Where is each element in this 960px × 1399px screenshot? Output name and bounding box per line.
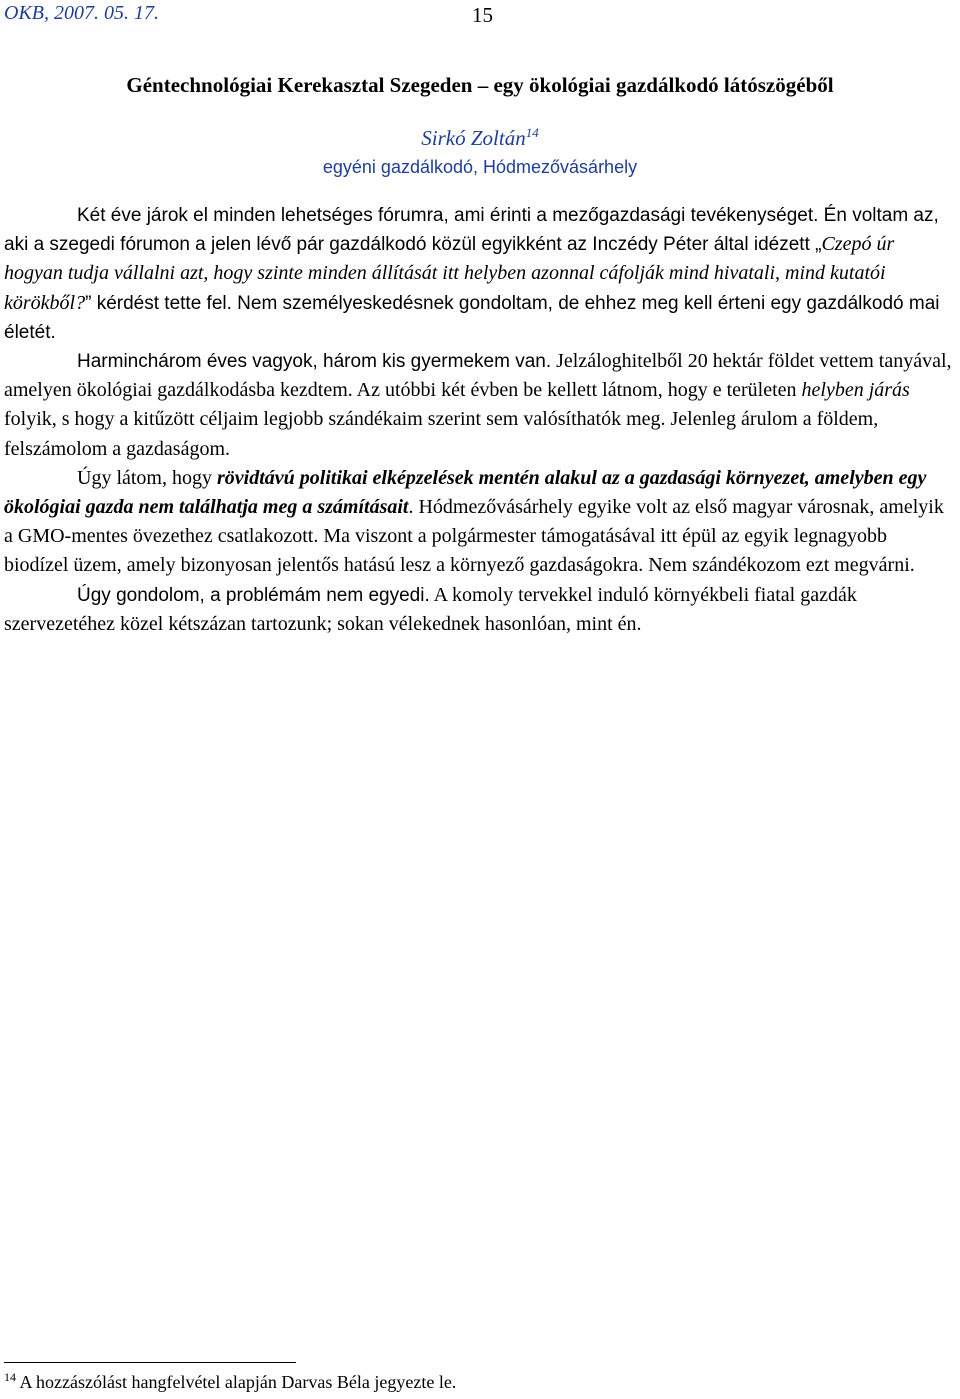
paragraph-1-text: Két éve járok el minden lehetséges fórumra, ami érinti a mezőgazdasági tevékenységet. Én voltam az, aki a szegedi fórumon a jelen lévő pár gazdálkodó közül egyikként az Inczédy Péter által idézett „	[4, 205, 939, 256]
paragraph-3	[4, 464, 956, 581]
article-title: Géntechnológiai Kerekasztal Szegeden – egy ökológiai gazdálkodó látószögéből	[126, 73, 834, 97]
quoted-question: Czepó úr hogyan tudja vállalni azt, hogy szinte minden állítását itt helyben azonnal cáfolják mind hivatali, mind kutatói körökből?	[4, 233, 895, 314]
paragraph-2-text: Harminchárom éves vagyok, három kis gyermekem van.	[77, 351, 552, 373]
paragraph-1	[4, 201, 956, 347]
paragraph-2-text-cont: Az utóbbi két évben be kellett látnom, hogy e területen	[352, 379, 802, 402]
author-footnote-ref: 14	[525, 125, 539, 140]
header-date: OKB, 2007. 05. 17.	[4, 2, 159, 24]
paragraph-3-text-end: . Hódmezővásárhely egyike volt az első magyar városnak, amelyik a GMO-mentes övezethez csatlakozott. Ma viszont a polgármester támogatásával itt épül az egyik legnagyobb biodízel üzem, amely bizonyosan jelentős hatású lesz a környező gazdaságokra. Nem szándékozom ezt megvárni.	[4, 496, 944, 577]
paragraph-4-text-end: A komoly tervekkel induló környékbeli fiatal gazdák szervezetéhez közel kétszázan tartozunk; sokan vélekednek hasonlóan, mint én.	[4, 583, 857, 635]
paragraph-4-text: Úgy gondolom, a problémám nem egyedi.	[77, 584, 430, 606]
article-body	[4, 201, 956, 639]
author-name: Sirkó Zoltán	[421, 126, 526, 150]
footnote-separator	[4, 1362, 296, 1363]
paragraph-2	[4, 347, 956, 464]
author-affiliation: egyéni gazdálkodó, Hódmezővásárhely	[322, 157, 638, 177]
page-number: 15	[472, 3, 493, 27]
italic-phrase: helyben járás	[801, 379, 910, 402]
footnote	[4, 1370, 456, 1393]
footnote-number: 14	[4, 1370, 16, 1384]
emphasized-statement: rövidtávú politikai elképzelések mentén alakul az a gazdasági környezet, amelyben egy ökológiai gazda nem találhatja meg a számításait	[4, 466, 927, 519]
author-line	[0, 125, 960, 151]
paragraph-2-text-serif: Jelzáloghitelből 20 hektár földet vettem tanyával, amelyen ökológiai gazdálkodásba kezdtem.	[4, 350, 952, 402]
paragraph-4	[4, 581, 956, 639]
footnote-text: A hozzászólást hangfelvétel alapján Darvas Béla jegyezte le.	[16, 1372, 457, 1392]
paragraph-1-text-end: ” kérdést tette fel. Nem személyeskedésnek gondoltam, de ehhez meg kell érteni egy gazdálkodó mai életét.	[4, 292, 940, 343]
paragraph-2-text-end: folyik, s hogy a kitűzött céljaim legjobb szándékaim szerint sem valósíthatók meg. Jelenleg árulom a földem, felszámolom a gazdaságom.	[4, 408, 879, 460]
paragraph-3-text: Úgy látom, hogy	[77, 466, 217, 489]
